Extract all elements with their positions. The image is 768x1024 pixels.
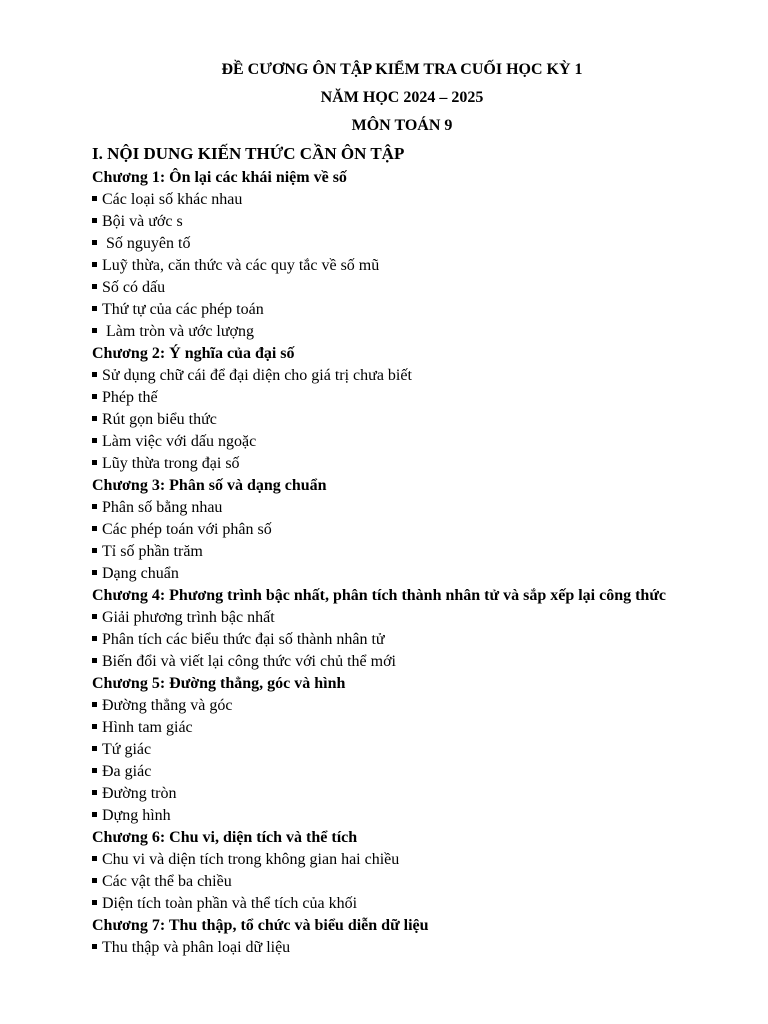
list-item	[92, 277, 752, 299]
list-item	[92, 695, 752, 717]
list-item	[92, 783, 752, 805]
list-item	[92, 497, 752, 519]
list-item-text: Diện tích toàn phần và thể tích của khối	[102, 895, 358, 912]
document-title	[0, 56, 768, 140]
square-bullet-icon	[92, 416, 97, 421]
square-bullet-icon	[92, 944, 97, 949]
list-item	[92, 871, 752, 893]
list-item	[92, 211, 752, 233]
list-item	[92, 629, 752, 651]
list-item-text: Phân tích các biểu thức đại số thành nhân tử	[102, 631, 385, 648]
list-item-text: Các vật thể ba chiều	[102, 873, 232, 890]
square-bullet-icon	[92, 746, 97, 751]
subject-line: MÔN TOÁN 9	[351, 117, 453, 134]
square-bullet-icon	[92, 306, 97, 311]
list-item	[92, 365, 752, 387]
list-item-text: Số có dấu	[102, 279, 166, 296]
list-item-text: Đa giác	[102, 763, 152, 780]
list-item	[92, 761, 752, 783]
square-bullet-icon	[92, 790, 97, 795]
list-item-text: Dạng chuẩn	[102, 565, 179, 582]
chapter-heading: Chương 2: Ý nghĩa của đại số	[92, 345, 295, 362]
square-bullet-icon	[92, 196, 97, 201]
list-item	[92, 739, 752, 761]
square-bullet-icon	[92, 438, 97, 443]
list-item-text: Thu thập và phân loại dữ liệu	[102, 939, 291, 956]
list-item	[92, 519, 752, 541]
chapter-heading: Chương 5: Đường thẳng, góc và hình	[92, 675, 346, 692]
list-item	[92, 387, 752, 409]
chapter-heading: Chương 1: Ôn lại các khái niệm về số	[92, 169, 347, 186]
list-item-text: Luỹ thừa, căn thức và các quy tắc về số mũ	[102, 257, 380, 274]
list-item-text: Tứ giác	[102, 741, 152, 758]
chapter-heading: Chương 7: Thu thập, tổ chức và biểu diễn dữ liệu	[92, 917, 429, 934]
square-bullet-icon	[92, 460, 97, 465]
list-item-text: Lũy thừa trong đại số	[102, 455, 240, 472]
square-bullet-icon	[92, 548, 97, 553]
list-item-text: Rút gọn biểu thức	[102, 411, 217, 428]
square-bullet-icon	[92, 768, 97, 773]
square-bullet-icon	[92, 394, 97, 399]
square-bullet-icon	[92, 702, 97, 707]
chapter-heading: Chương 3: Phân số và dạng chuẩn	[92, 477, 327, 494]
square-bullet-icon	[92, 878, 97, 883]
list-item-text: Chu vi và diện tích trong không gian hai chiều	[102, 851, 400, 868]
list-item	[92, 409, 752, 431]
list-item-text: Hình tam giác	[102, 719, 193, 736]
square-bullet-icon	[92, 812, 97, 817]
square-bullet-icon	[92, 900, 97, 905]
square-bullet-icon	[92, 284, 97, 289]
square-bullet-icon	[92, 658, 97, 663]
square-bullet-icon	[92, 262, 97, 267]
square-bullet-icon	[92, 218, 97, 223]
list-item	[92, 607, 752, 629]
list-item	[92, 937, 752, 959]
document-body	[92, 141, 752, 959]
list-item	[92, 233, 752, 255]
list-item	[92, 849, 752, 871]
list-item-text: Dựng hình	[102, 807, 171, 824]
list-item-text: Các phép toán với phân số	[102, 521, 272, 538]
list-item	[92, 717, 752, 739]
chapter-heading: Chương 6: Chu vi, diện tích và thể tích	[92, 829, 358, 846]
square-bullet-icon	[92, 526, 97, 531]
list-item-text: Giải phương trình bậc nhất	[102, 609, 275, 626]
list-item-text: Phân số bằng nhau	[102, 499, 223, 516]
list-item	[92, 299, 752, 321]
list-item-text: Các loại số khác nhau	[102, 191, 243, 208]
list-item-text: Làm tròn và ước lượng	[102, 323, 255, 340]
square-bullet-icon	[92, 724, 97, 729]
square-bullet-icon	[92, 504, 97, 509]
list-item-text: Sử dụng chữ cái để đại diện cho giá trị chưa biết	[102, 367, 412, 384]
square-bullet-icon	[92, 570, 97, 575]
list-item	[92, 651, 752, 673]
list-item	[92, 321, 752, 343]
square-bullet-icon	[92, 856, 97, 861]
list-item-text: Tỉ số phần trăm	[102, 543, 203, 560]
list-item-text: Thứ tự của các phép toán	[102, 301, 264, 318]
square-bullet-icon	[92, 240, 97, 245]
list-item-text: Phép thế	[102, 389, 158, 406]
section-heading: I. NỘI DUNG KIẾN THỨC CẦN ÔN TẬP	[92, 144, 405, 163]
list-item-text: Đường thẳng và góc	[102, 697, 233, 714]
list-item	[92, 563, 752, 585]
list-item	[92, 255, 752, 277]
list-item-text: Bội và ước s	[102, 213, 183, 230]
list-item-text: Đường tròn	[102, 785, 177, 802]
list-item	[92, 189, 752, 211]
list-item	[92, 431, 752, 453]
title-line: ĐỀ CƯƠNG ÔN TẬP KIỂM TRA CUỐI HỌC KỲ 1	[221, 61, 583, 78]
chapter-heading: Chương 4: Phương trình bậc nhất, phân tích thành nhân tử và sắp xếp lại công thức	[92, 587, 667, 604]
list-item-text: Làm việc với dấu ngoặc	[102, 433, 257, 450]
list-item-text: Biến đổi và viết lại công thức với chủ thể mới	[102, 653, 396, 670]
square-bullet-icon	[92, 372, 97, 377]
list-item	[92, 453, 752, 475]
list-item	[92, 893, 752, 915]
square-bullet-icon	[92, 328, 97, 333]
school-year-line: NĂM HỌC 2024 – 2025	[320, 89, 484, 106]
list-item	[92, 805, 752, 827]
list-item	[92, 541, 752, 563]
list-item-text: Số nguyên tố	[102, 235, 191, 252]
square-bullet-icon	[92, 636, 97, 641]
square-bullet-icon	[92, 614, 97, 619]
